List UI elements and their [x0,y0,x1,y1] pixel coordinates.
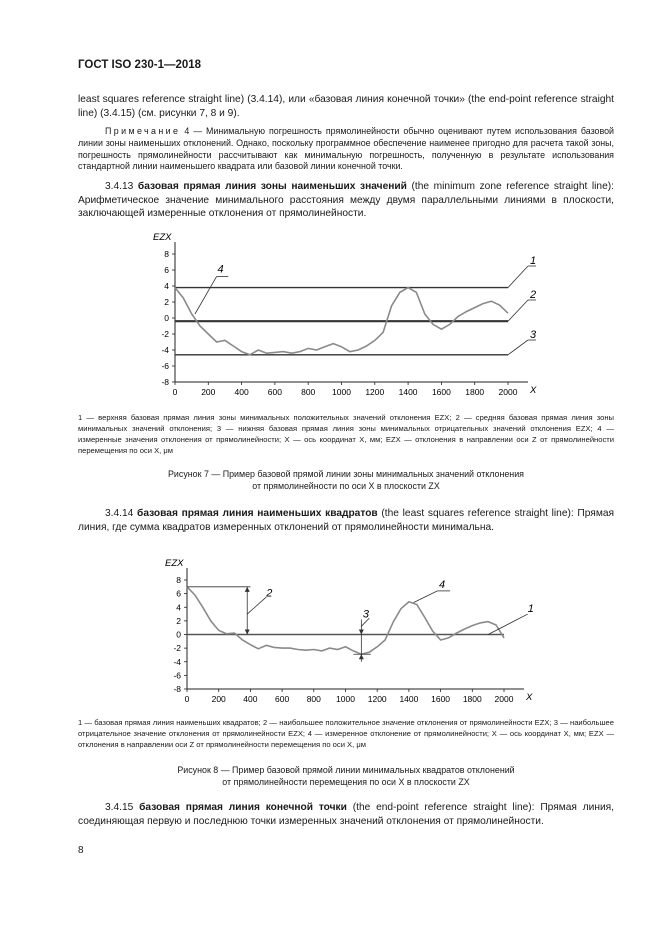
callout-4: 4 [439,579,446,592]
x-tick-label: 200 [211,694,226,704]
x-tick-label: 1800 [465,387,485,397]
x-tick-label: 600 [275,694,290,704]
figure-8-caption-line-1: Рисунок 8 — Пример базовой прямой линии минимальных квадратов отклонений [177,765,515,775]
y-tick-label: 8 [176,575,181,585]
def-3413-text: (the minimum zone reference straight line): Арифметическое значение минимального расстояния между двумя параллельными линиями в плоскости, заключающей измеренные отклонения от прямолинейности. [78,181,614,219]
intro-line-1: least squares reference straight line) (3.4.14), или «базовая линия конечной точки» (the end-point reference straight [78,94,614,105]
callout-leader-2 [508,300,528,321]
x-tick-label: 1800 [462,694,482,704]
x-tick-label: 400 [234,387,249,397]
figure-8-chart [120,558,560,708]
def-3415-term: базовая прямая линия конечной точки [139,802,347,813]
def-3414-text: (the least squares reference straight line): Прямая линия, где сумма квадратов измеренных отклонений от прямолинейности минимальна. [78,508,615,533]
x-tick-label: 800 [301,387,316,397]
arrow-head-min [359,654,364,659]
y-axis-label: EZX [165,558,184,569]
y-tick-label: 6 [164,265,169,275]
x-tick-label: 0 [172,387,178,397]
x-tick-label: 1400 [398,387,418,397]
y-tick-label: 4 [176,602,181,613]
x-tick-label: 0 [184,694,190,704]
x-tick-label: 2000 [494,694,514,704]
definition-3-4-13 [78,180,614,221]
figure-7-caption [78,468,614,492]
callout-leader-4 [195,276,217,314]
def-3415-number: 3.4.15 [105,802,140,813]
callout-leader-1 [508,266,528,288]
measured-deviation-curve [187,587,504,655]
figure-7-caption-line-2: от прямолинейности по оси X в плоскости ZX [252,481,440,491]
note-4 [78,126,614,173]
x-tick-label: 800 [306,694,321,704]
callout-2: 2 [530,289,537,301]
y-tick-label: 6 [176,588,181,599]
x-tick-label: 1200 [367,694,387,704]
callout-leader-4 [414,591,438,603]
y-tick-label: -4 [161,345,169,355]
x-tick-label: 1000 [336,694,355,704]
page-number: 8 [78,845,84,856]
def-3414-term: базовая прямая линия наименьших квадратов [137,508,378,519]
def-3415-text: (the end-point reference straight line): Прямая линия, соединяющая первую и последнюю точки измеренных значений отклонения от прямолинейности. [78,802,614,827]
y-tick-label: 0 [164,313,169,323]
arrow-head-zero [359,630,364,635]
y-tick-label: 8 [164,249,169,259]
page-header: ГОСТ ISO 230-1—2018 [78,59,202,71]
figure-8-caption [78,764,614,788]
callout-2: 2 [266,587,273,600]
callout-leader-2 [247,597,266,614]
x-axis-label: X [530,385,537,396]
x-tick-label: 1200 [365,387,385,397]
figure-7-caption-line-1: Рисунок 7 — Пример базовой прямой линии зоны минимальных значений отклонения [168,469,524,479]
x-tick-label: 200 [201,387,216,397]
y-tick-label: -2 [173,643,181,654]
intro-paragraph [78,93,614,120]
callout-leader-3 [508,340,528,355]
figure-8-legend: 1 — базовая прямая линия наименьших квадратов; 2 — наибольшее положительное значение отклонения от прямолинейности EZX; 3 — наибольшее отрицательное значение отклонения от прямолинейности EZX; 4 — измеренное отклонение от прямолинейности; X — ось координат X, мм; EZX — отклонения в направлении оси Z от прямолинейности перемещения по оси X, μм [78,718,614,749]
y-tick-label: -8 [161,377,169,387]
y-tick-label: 0 [176,629,181,640]
x-tick-label: 600 [267,387,282,397]
def-3413-term: базовая прямая линия зоны наименьших значений [137,181,407,192]
figure-7-legend: 1 — верхняя базовая прямая линия зоны минимальных положительных значений отклонения EZX; 2 — средняя базовая прямая линия зоны минимальных значений отклонения; 3 — нижняя базовая прямая линия зоны минимальных отрицательных значений отклонения EZX; 4 — измеренные значения отклонения от прямолинейности; X — ось координат X, мм; EZX — отклонения в направлении оси Z от прямолинейности перемещения по оси X, μм [78,413,614,455]
figure-7-chart [120,232,560,406]
x-tick-label: 1400 [399,694,419,704]
callout-4: 4 [217,263,224,276]
figure-8-caption-line-2: от прямолинейности перемещения по оси X в плоскости ZX [222,777,470,787]
arrow-head-down [245,630,250,635]
y-tick-label: -4 [173,656,181,667]
def-3413-number: 3.4.13 [105,181,138,192]
callout-3: 3 [530,329,537,341]
x-tick-label: 400 [243,694,258,704]
x-tick-label: 1600 [431,387,451,397]
callout-1: 1 [527,603,534,616]
def-3414-number: 3.4.14 [105,508,138,519]
x-tick-label: 2000 [498,387,518,397]
arrow-head-up [245,587,250,592]
note-label: Примечание [105,126,181,136]
callout-3: 3 [362,608,370,621]
y-tick-label: -8 [173,684,181,694]
callout-1: 1 [530,255,537,267]
x-axis-label: X [526,692,533,703]
intro-line-2: line) (3.4.15) (см. рисунки 7, 8 и 9). [78,107,240,119]
x-tick-label: 1000 [332,387,351,397]
y-tick-label: 2 [176,615,181,626]
note-text: 4 — Минимальную погрешность прямолинейности обычно оценивают путем использования базовой линии зоны наименьших отклонений. Однако, поскольку программное обеспечение наименее пригодно для расчета такой зоны, погрешность прямолинейности рассчитывают как минимальную погрешность, полученную в результате использования стандартной линии наименьшего квадрата или базовой линии конечной точки. [78,126,614,172]
y-tick-label: 2 [164,297,169,307]
y-tick-label: 4 [164,281,169,291]
definition-3-4-14 [78,507,614,534]
y-tick-label: -6 [173,670,181,681]
x-tick-label: 1600 [431,694,451,704]
y-tick-label: -6 [161,361,169,371]
y-tick-label: -2 [161,329,169,339]
definition-3-4-15 [78,801,614,828]
y-axis-label: EZX [153,232,172,243]
